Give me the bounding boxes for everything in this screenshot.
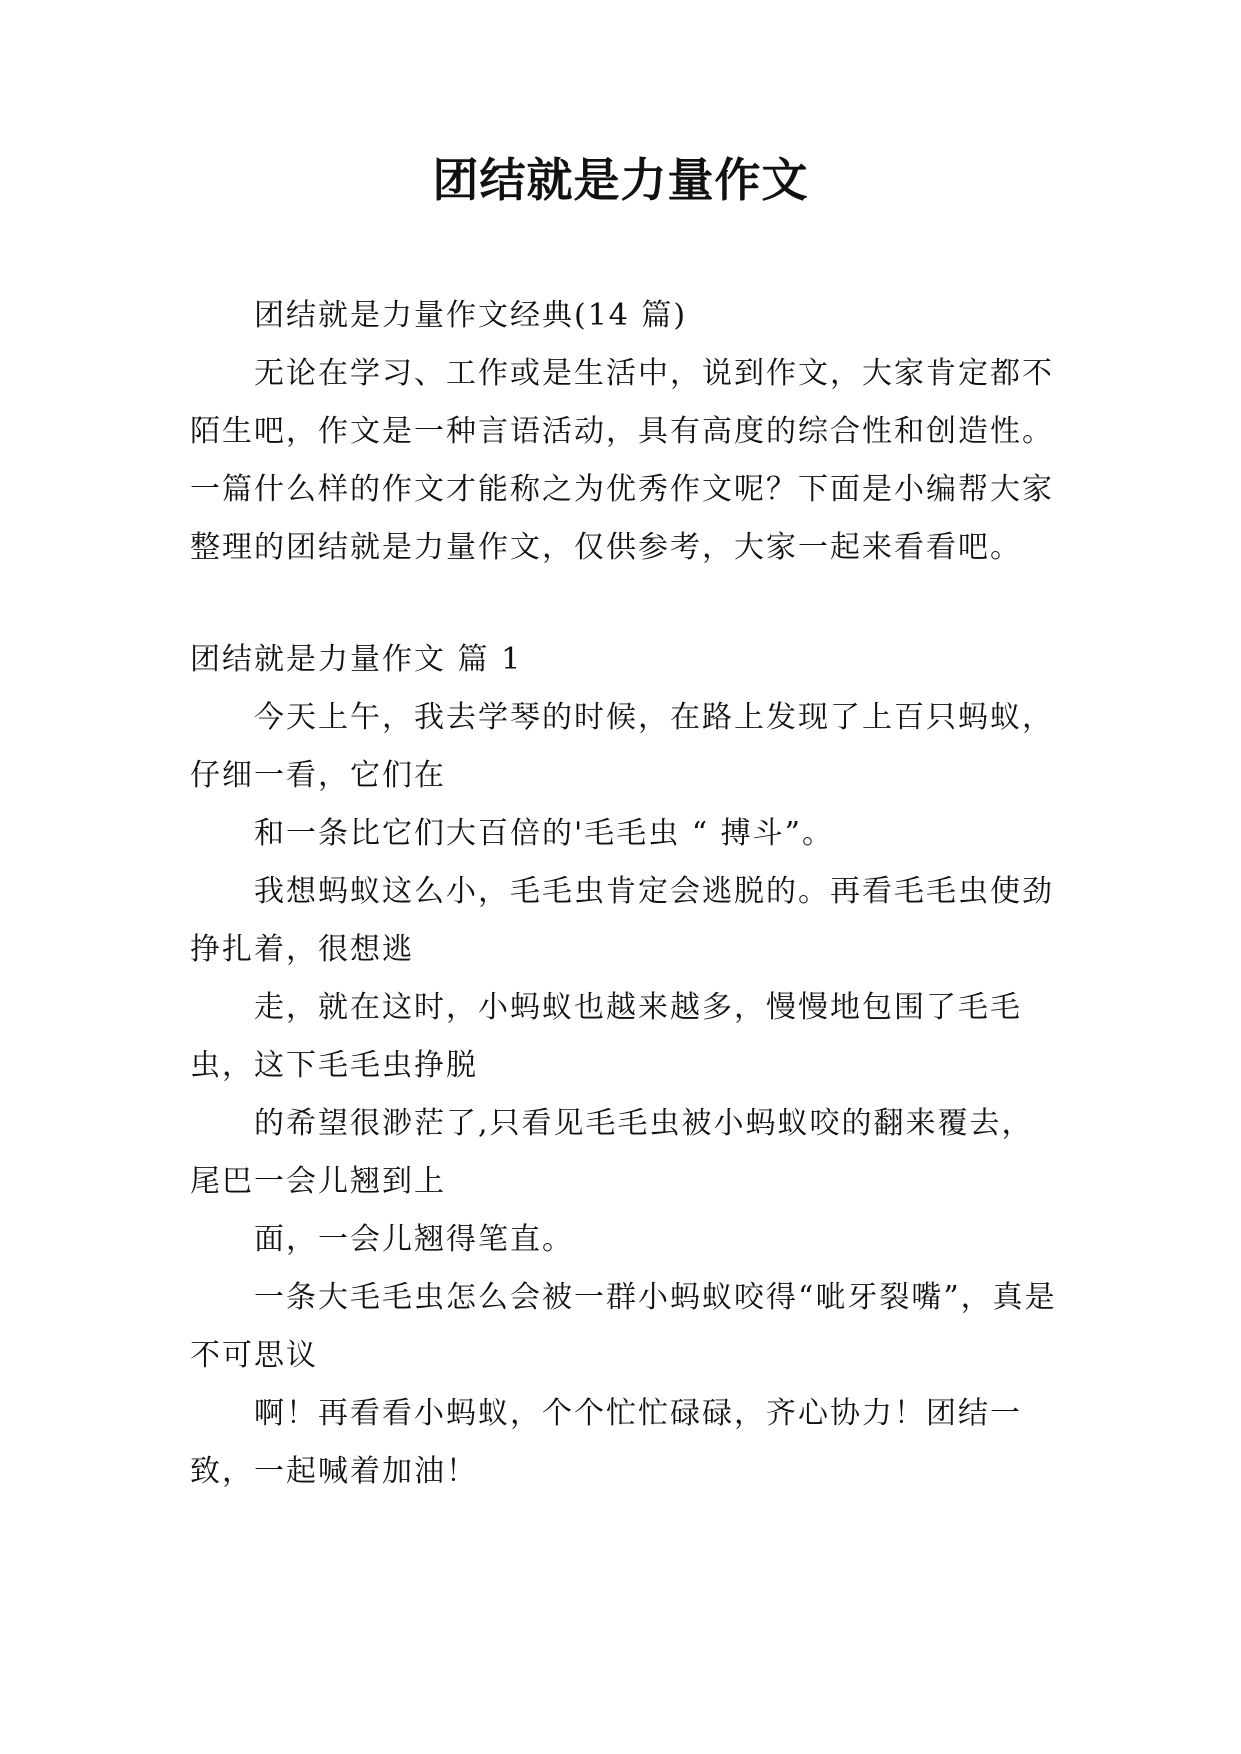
section-heading: 团结就是力量作文 篇 1	[190, 642, 523, 677]
essay-paragraph: 面，一会儿翘得笔直。	[254, 1222, 574, 1257]
document-body	[190, 287, 1060, 1501]
document-title: 团结就是力量作文	[432, 153, 809, 207]
essay-paragraph: 啊！再看看小蚂蚁，个个忙忙碌碌，齐心协力！团结一致，一起喊着加油！	[190, 1396, 1022, 1489]
essay-paragraph: 我想蚂蚁这么小，毛毛虫肯定会逃脱的。再看毛毛虫使劲挣扎着，很想逃	[190, 874, 1054, 967]
essay-paragraph: 走，就在这时，小蚂蚁也越来越多，慢慢地包围了毛毛虫，这下毛毛虫挣脱	[190, 990, 1022, 1083]
intro-heading: 团结就是力量作文经典(14 篇)	[254, 298, 688, 333]
section-gap	[190, 577, 1060, 631]
essay-paragraph: 一条大毛毛虫怎么会被一群小蚂蚁咬得“呲牙裂嘴”，真是不可思议	[190, 1280, 1057, 1373]
essay-paragraph: 和一条比它们大百倍的'毛毛虫 “ 搏斗”。	[254, 816, 834, 851]
essay-paragraph: 今天上午，我去学琴的时候，在路上发现了上百只蚂蚁，仔细一看，它们在	[190, 700, 1054, 793]
essay-paragraph: 的希望很渺茫了,只看见毛毛虫被小蚂蚁咬的翻来覆去，尾巴一会儿翘到上	[190, 1106, 1034, 1199]
intro-paragraph: 无论在学习、工作或是生活中，说到作文，大家肯定都不陌生吧，作文是一种言语活动，具有高度的综合性和创造性。一篇什么样的作文才能称之为优秀作文呢？下面是小编帮大家整理的团结就是力量作文，仅供参考，大家一起来看看吧。	[190, 356, 1054, 565]
